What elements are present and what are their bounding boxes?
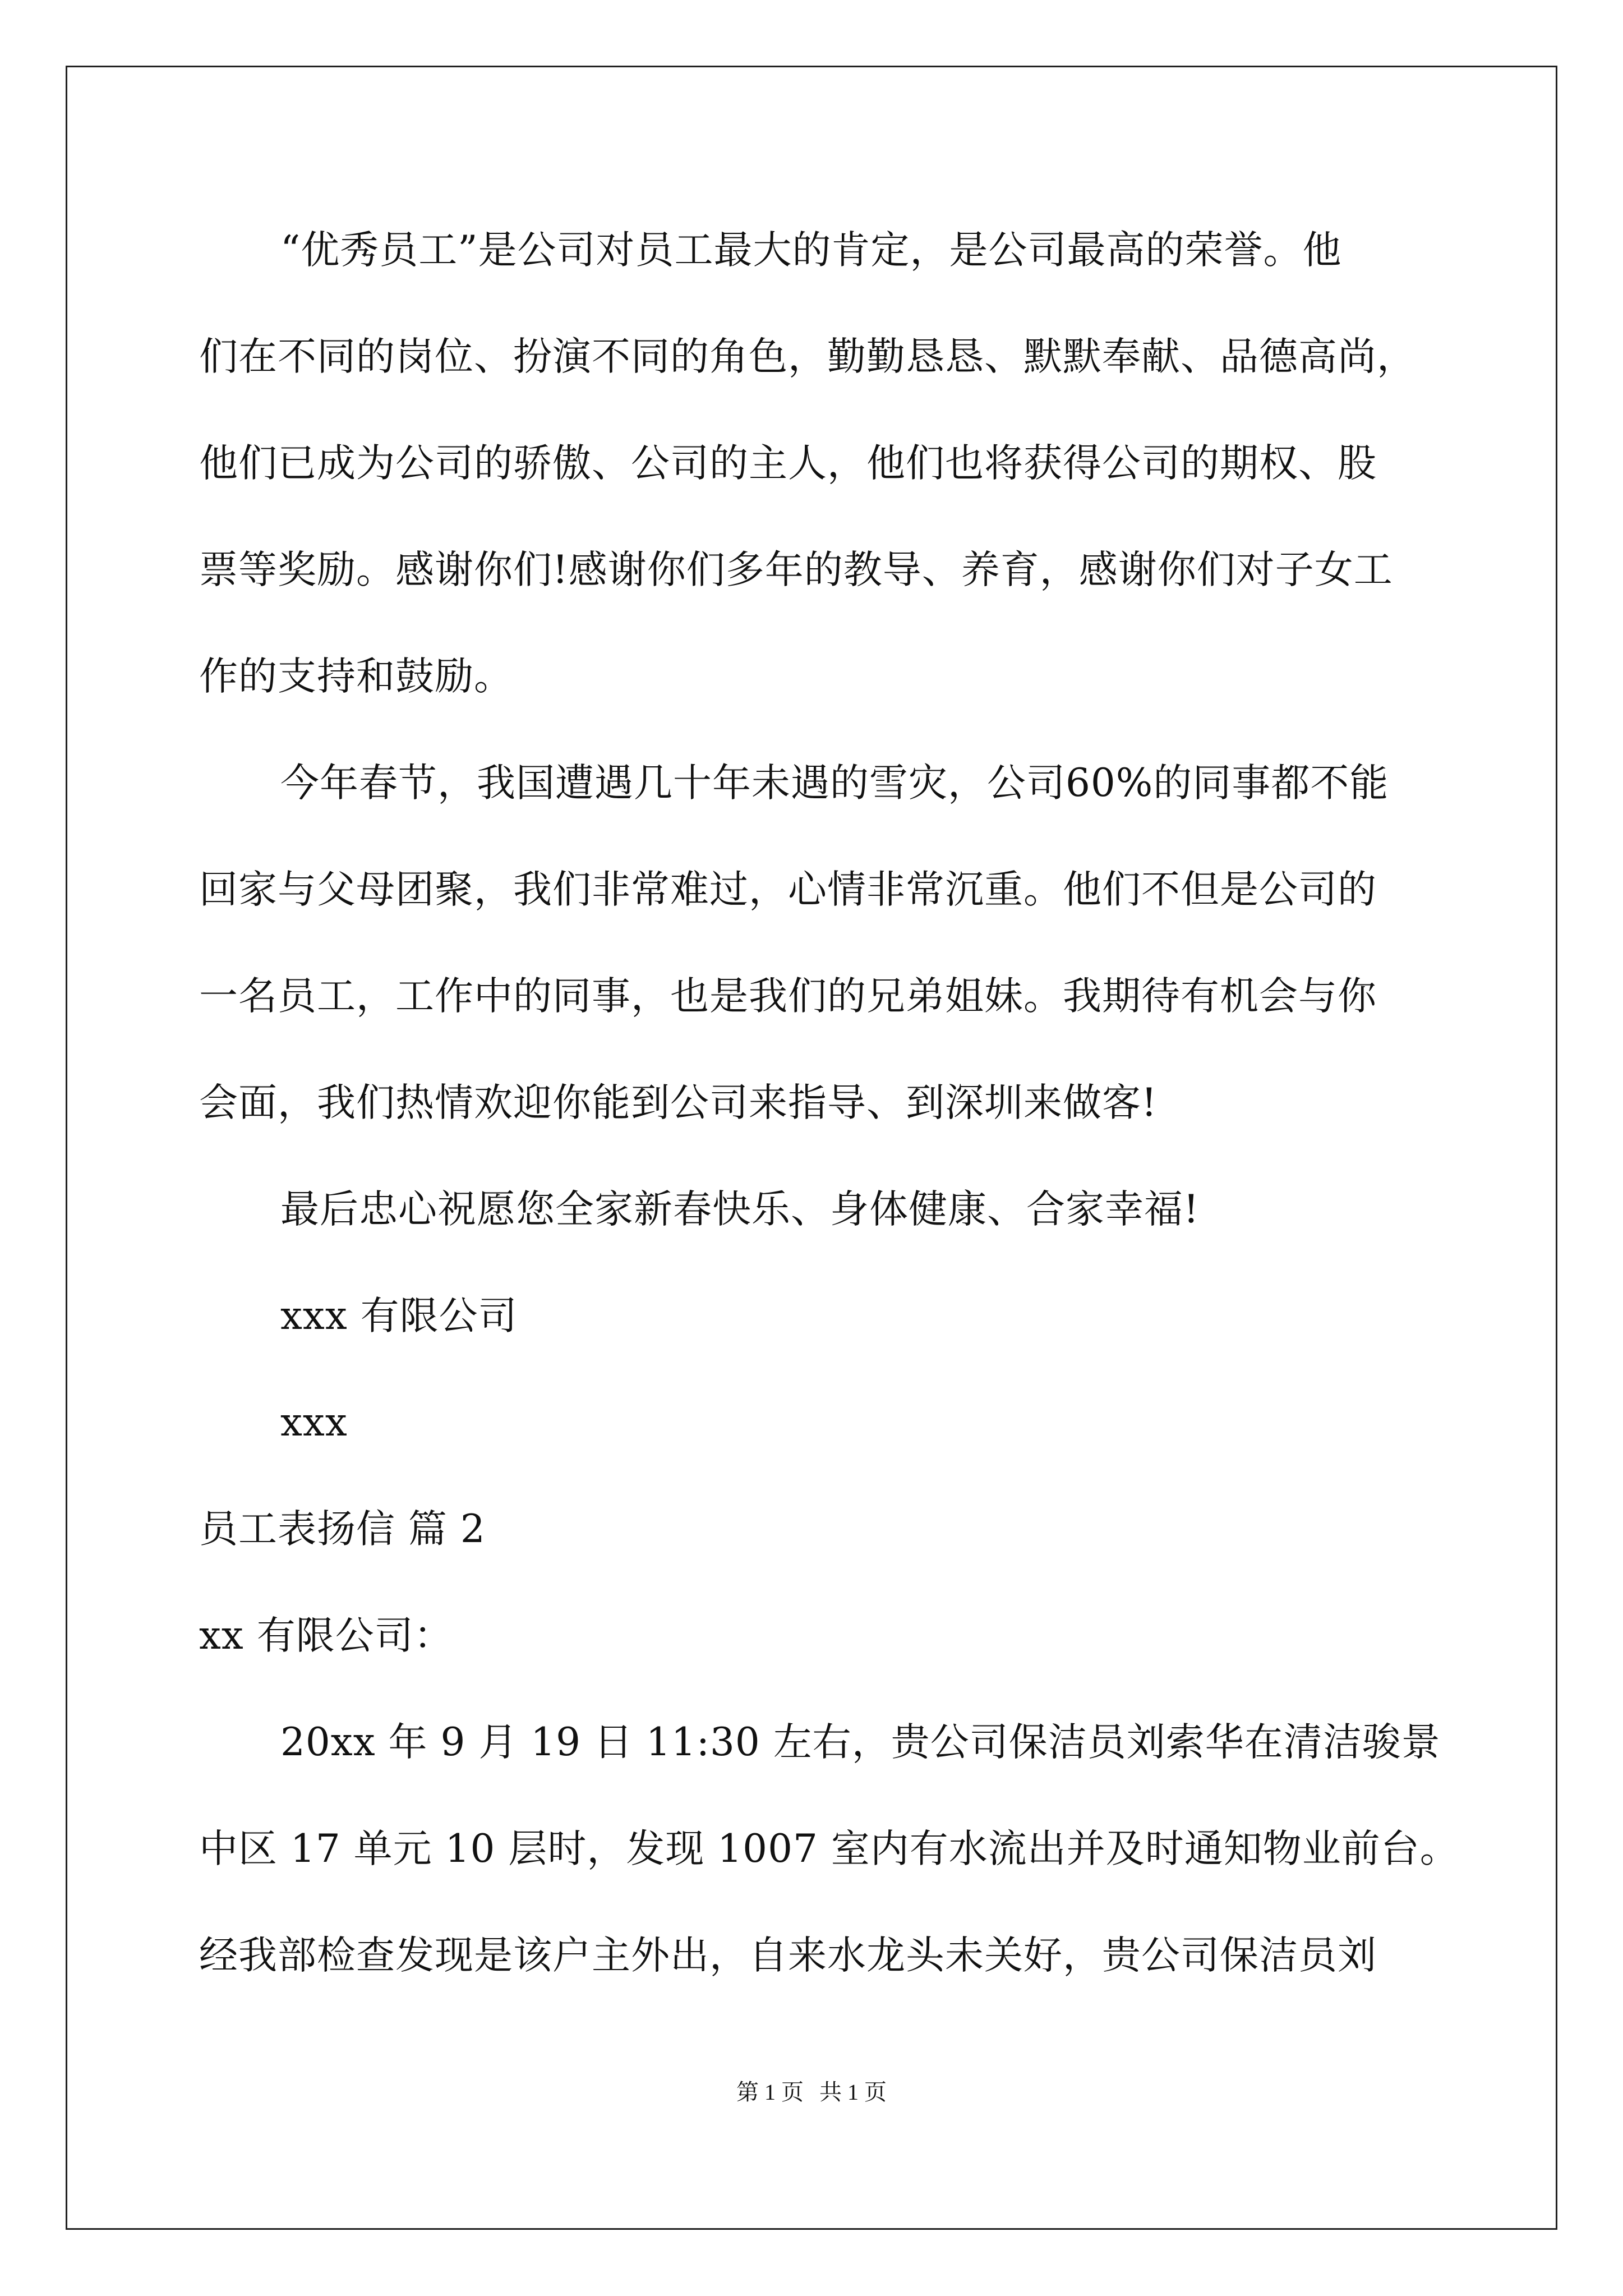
section-heading: 员工表扬信 篇 2	[199, 1507, 486, 1552]
paragraph-line: 经我部检查发现是该户主外出，自来水龙头未关好，贵公司保洁员刘	[199, 1933, 1377, 1978]
paragraph-line: 今年春节，我国遭遇几十年未遇的雪灾，公司60%的同事都不能	[280, 761, 1389, 806]
paragraph-line: “优秀员工”是公司对员工最大的肯定，是公司最高的荣誉。他	[280, 228, 1342, 273]
paragraph-line: 他们已成为公司的骄傲、公司的主人，他们也将获得公司的期权、股	[199, 441, 1377, 486]
paragraph-line: 票等奖励。感谢你们!感谢你们多年的教导、养育，感谢你们对子女工	[199, 547, 1393, 592]
paragraph-line: 20xx 年 9 月 19 日 11:30 左右，贵公司保洁员刘索华在清洁骏景	[280, 1720, 1441, 1765]
signature-date: xxx	[280, 1400, 348, 1445]
paragraph-line: 回家与父母团聚，我们非常难过，心情非常沉重。他们不但是公司的	[199, 867, 1377, 912]
page-border	[66, 66, 1557, 2230]
paragraph-line: 作的支持和鼓励。	[199, 654, 513, 699]
paragraph-line: 们在不同的岗位、扮演不同的角色，勤勤恳恳、默默奉献、品德高尚，	[199, 334, 1416, 379]
page-footer	[0, 2081, 1623, 2104]
paragraph-line: 中区 17 单元 10 层时，发现 1007 室内有水流出并及时通知物业前台。	[199, 1826, 1459, 1871]
page-total: 共 1 页	[819, 2079, 887, 2105]
closing-wish: 最后忠心祝愿您全家新春快乐、身体健康、合家幸福!	[280, 1187, 1200, 1232]
signature-company: xxx 有限公司	[280, 1294, 518, 1338]
page-number: 第 1 页	[736, 2079, 804, 2105]
salutation: xx 有限公司：	[199, 1613, 453, 1658]
paragraph-line: 会面，我们热情欢迎你能到公司来指导、到深圳来做客!	[199, 1080, 1158, 1125]
paragraph-line: 一名员工，工作中的同事，也是我们的兄弟姐妹。我期待有机会与你	[199, 974, 1377, 1019]
